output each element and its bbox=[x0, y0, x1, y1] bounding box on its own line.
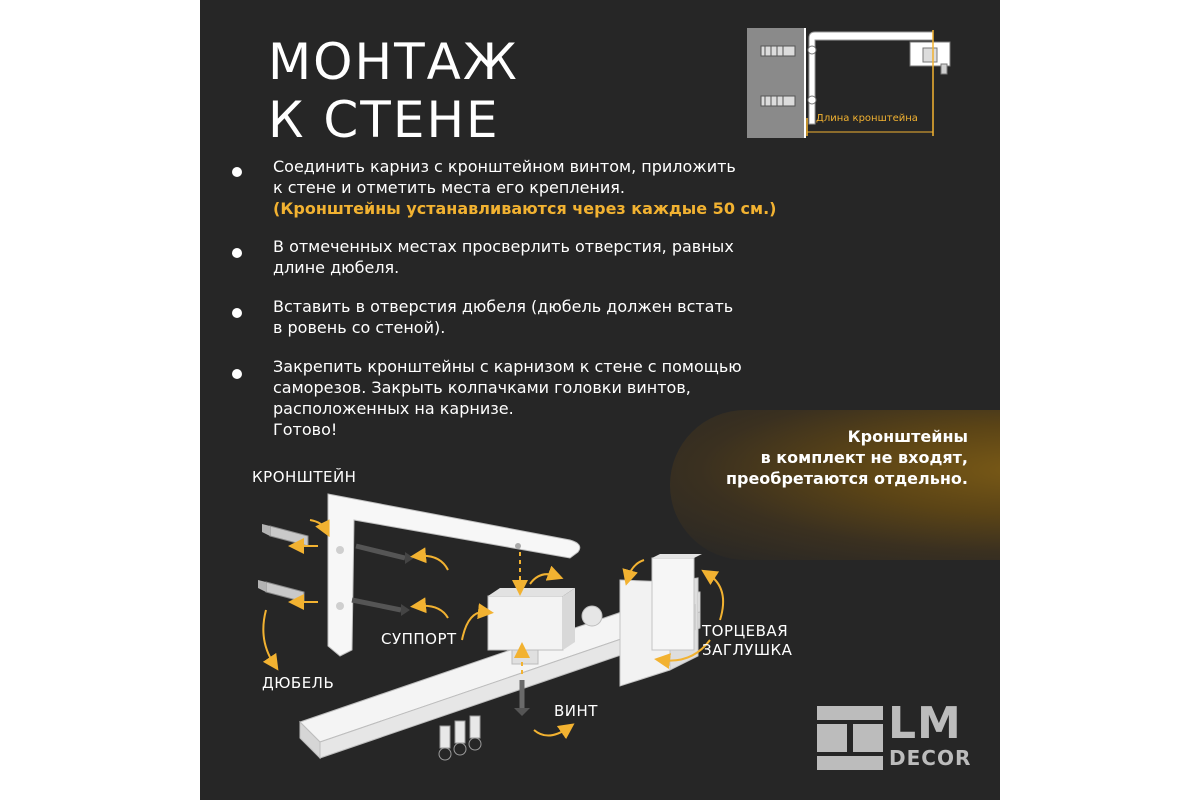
step-3 bbox=[273, 296, 833, 338]
step-2-line-2: длине дюбеля. bbox=[273, 258, 400, 277]
wood-screw-upper bbox=[356, 546, 414, 564]
bullet-3 bbox=[232, 308, 242, 318]
wall-section bbox=[747, 28, 805, 138]
step-3-line-2: в ровень со стеной). bbox=[273, 318, 446, 337]
step-1-highlight: (Кронштейны устанавливаются через каждые 50 см.) bbox=[273, 199, 777, 218]
dowel-upper-part bbox=[262, 524, 308, 546]
instruction-panel bbox=[200, 0, 1000, 800]
label-end-cap-line-2: ЗАГЛУШКА bbox=[702, 641, 793, 659]
bracket-length-label: Длина кронштейна bbox=[816, 113, 918, 124]
bullet-2 bbox=[232, 248, 242, 258]
step-1-line-2: к стене и отметить места его крепления. bbox=[273, 178, 625, 197]
label-end-cap-line-1: ТОРЦЕВАЯ bbox=[702, 622, 789, 640]
step-2-line-1: В отмеченных местах просверлить отверстия, равных bbox=[273, 237, 734, 256]
note-line-2: в комплект не входят, bbox=[760, 448, 968, 467]
logo-decor-text: DECOR bbox=[889, 746, 972, 770]
dowel-lower-part bbox=[258, 580, 304, 602]
label-screw: ВИНТ bbox=[554, 702, 598, 720]
logo-lm-text: LM bbox=[888, 698, 962, 749]
label-dowel: ДЮБЕЛЬ bbox=[262, 674, 335, 692]
brand-logo bbox=[817, 698, 977, 776]
label-bracket: КРОНШТЕЙН bbox=[252, 468, 357, 486]
step-4-line-3: расположенных на карнизе. bbox=[273, 399, 514, 418]
step-4-line-4: Готово! bbox=[273, 420, 338, 439]
step-2 bbox=[273, 236, 833, 278]
dowel-lower bbox=[761, 96, 795, 106]
bullet-1 bbox=[232, 167, 242, 177]
step-4-line-1: Закрепить кронштейны с карнизом к стене с помощью bbox=[273, 357, 742, 376]
brand-mark-icon bbox=[817, 706, 885, 774]
page-title-line-1: МОНТАЖ bbox=[268, 33, 519, 91]
step-4-line-2: саморезов. Закрыть колпачками головки винтов, bbox=[273, 378, 691, 397]
note-line-3: преобретаются отдельно. bbox=[725, 469, 968, 488]
wood-screw-lower bbox=[352, 600, 410, 616]
label-support: СУППОРТ bbox=[381, 630, 457, 648]
end-cap bbox=[652, 554, 702, 650]
step-1 bbox=[273, 156, 833, 219]
bullet-4 bbox=[232, 369, 242, 379]
page-title-line-2: К СТЕНЕ bbox=[268, 91, 500, 149]
note-line-1: Кронштейны bbox=[847, 427, 968, 446]
step-1-line-1: Соединить карниз с кронштейном винтом, приложить bbox=[273, 157, 736, 176]
step-3-line-1: Вставить в отверстия дюбеля (дюбель должен встать bbox=[273, 297, 734, 316]
dowel-upper bbox=[761, 46, 795, 56]
curtain-runners bbox=[439, 716, 481, 760]
label-end-cap bbox=[702, 622, 792, 660]
